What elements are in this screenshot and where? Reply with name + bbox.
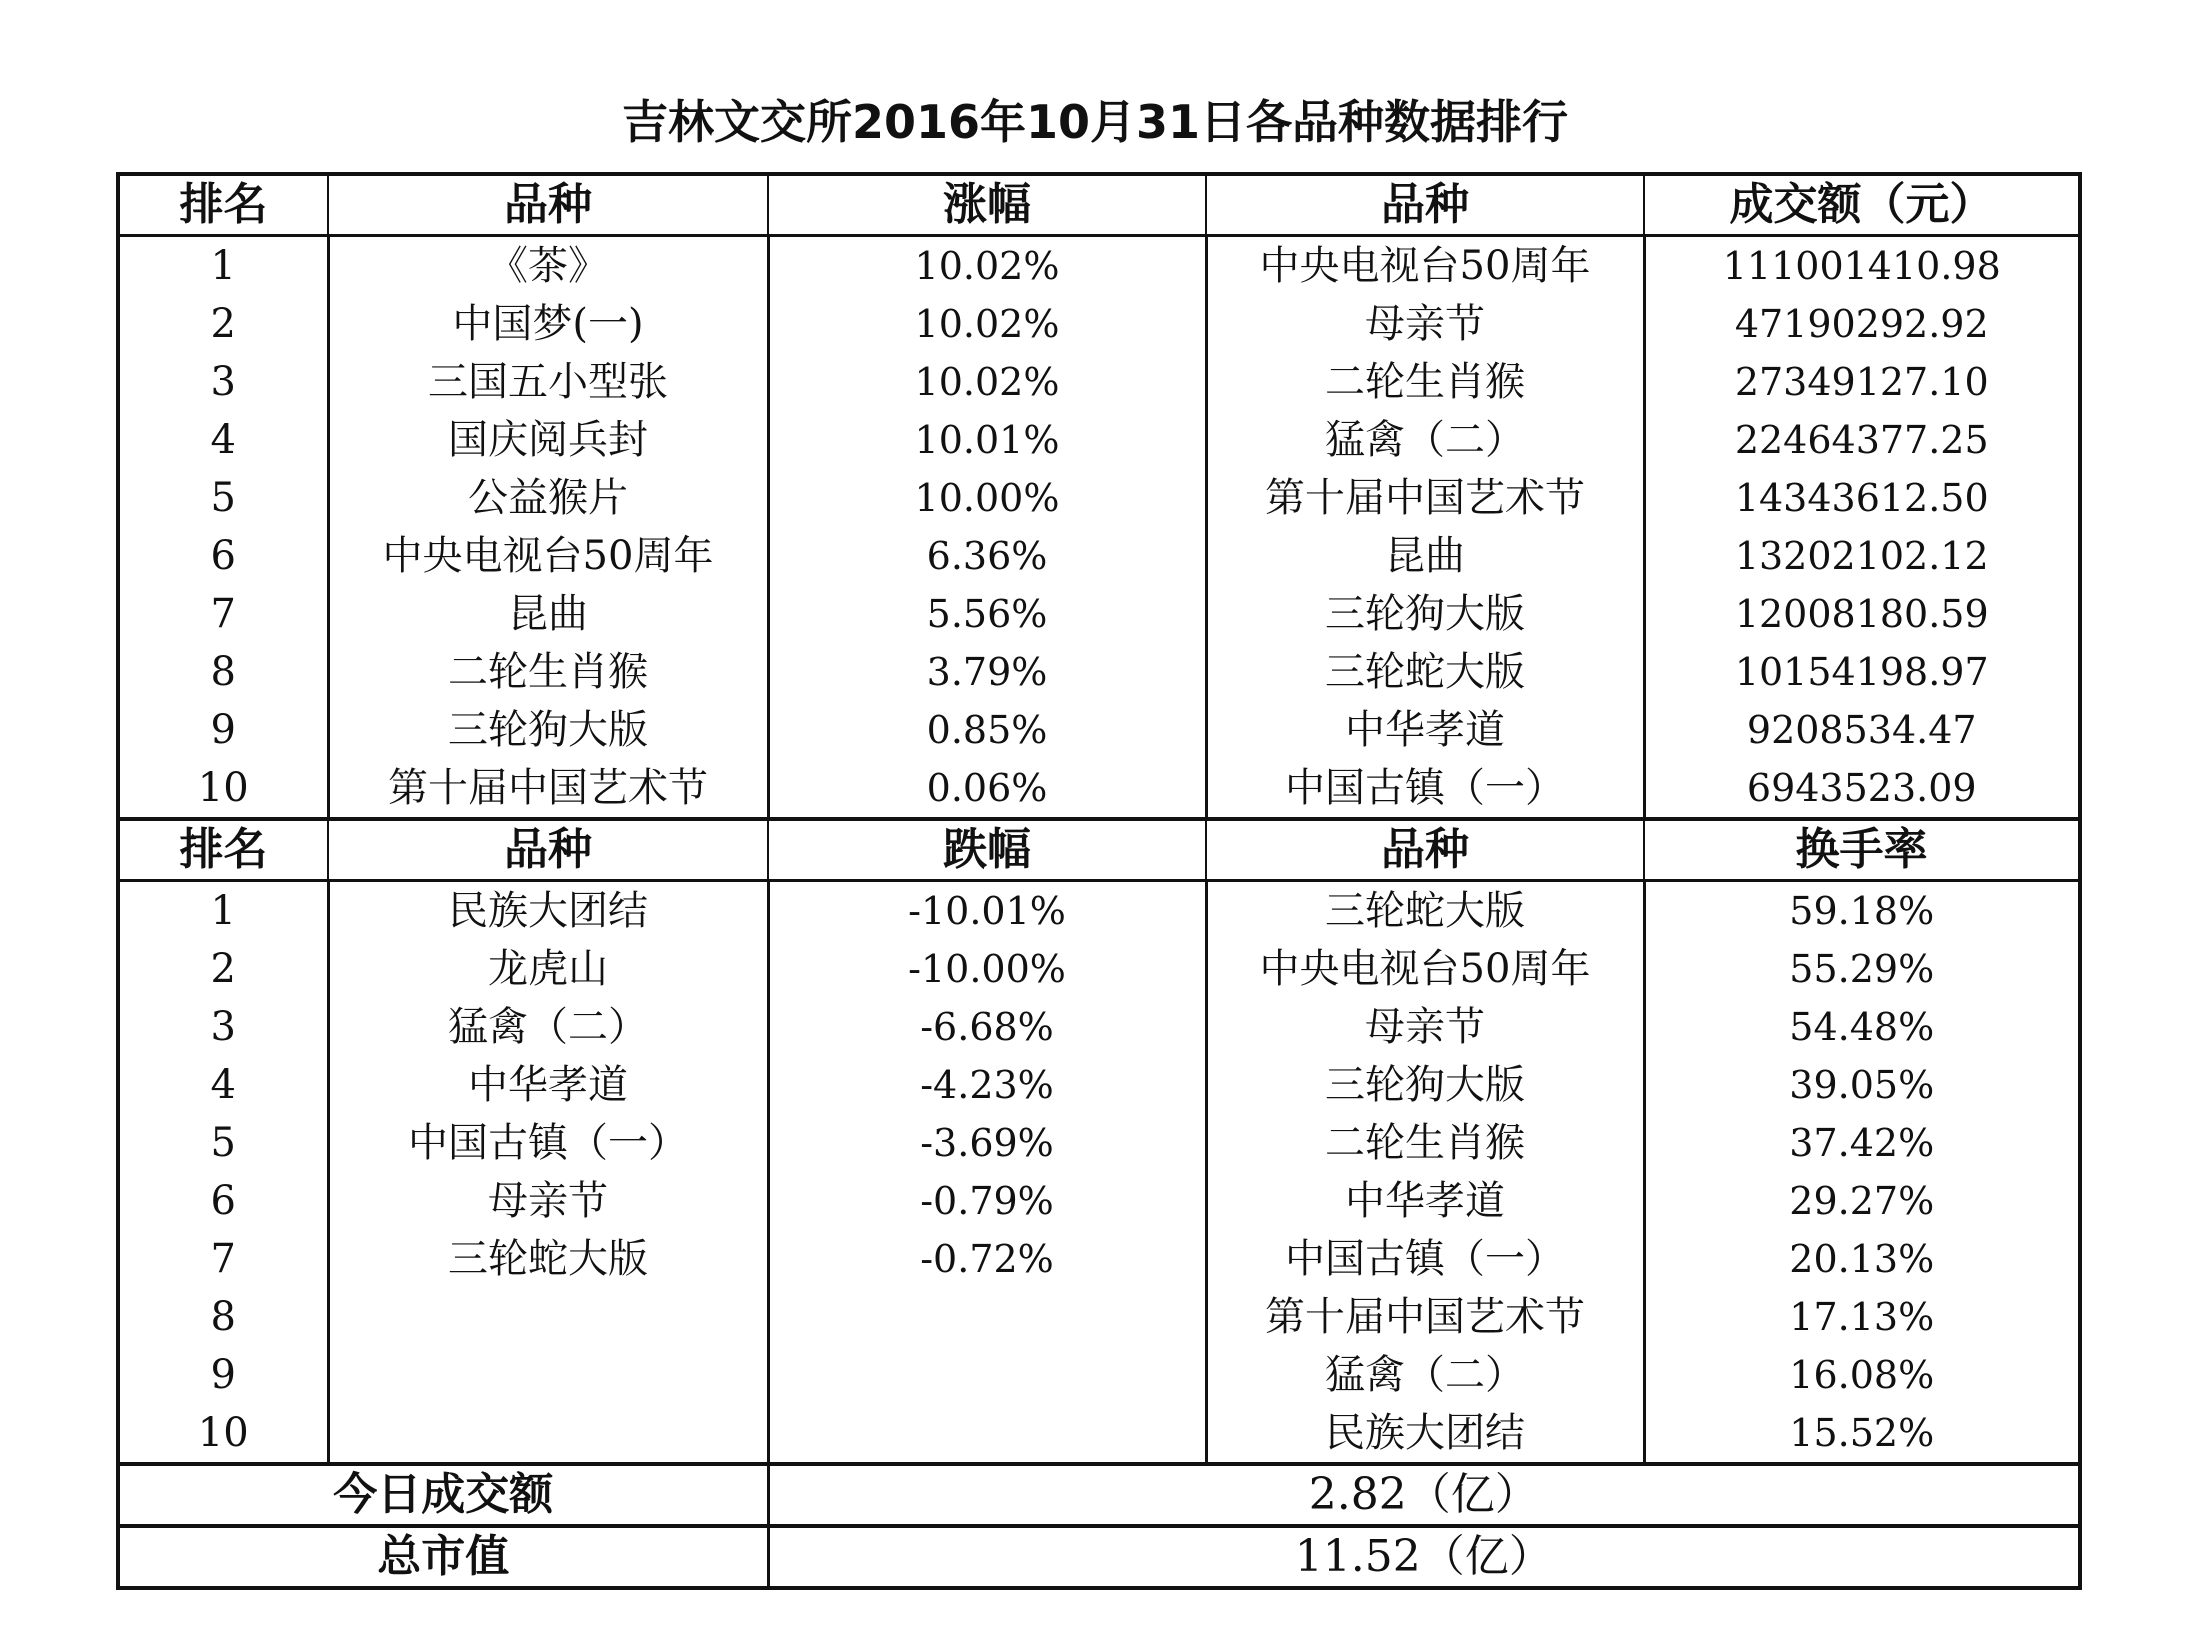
turnover-cell: 39.05% — [1789, 1063, 1935, 1107]
variety-cell: 二轮生肖猴 — [1206, 1114, 1644, 1172]
variety-cell: 第十届中国艺术节 — [1206, 1288, 1644, 1346]
variety-cell: 三轮蛇大版 — [1206, 643, 1644, 701]
table-row — [118, 411, 2080, 469]
rank-cell: 10 — [118, 1404, 328, 1464]
change-cell: 10.02% — [768, 236, 1206, 296]
variety-cell: 第十届中国艺术节 — [1206, 469, 1644, 527]
variety-cell: 中国古镇（一） — [1206, 759, 1644, 819]
variety-cell: 三轮狗大版 — [1206, 1056, 1644, 1114]
table-row — [118, 469, 2080, 527]
rank-cell: 9 — [118, 1346, 328, 1404]
variety-cell: 《茶》 — [328, 236, 768, 296]
table-row — [118, 585, 2080, 643]
variety-cell: 中央电视台50周年 — [1206, 940, 1644, 998]
rank-cell: 9 — [118, 701, 328, 759]
variety-cell: 中央电视台50周年 — [1206, 236, 1644, 296]
rank-cell: 2 — [118, 940, 328, 998]
change-cell: -0.79% — [768, 1172, 1206, 1230]
table-row — [118, 998, 2080, 1056]
table-row — [118, 1230, 2080, 1288]
variety-cell: 二轮生肖猴 — [1206, 353, 1644, 411]
rank-cell: 3 — [118, 998, 328, 1056]
today-amount-row — [118, 1464, 2080, 1526]
table-row — [118, 759, 2080, 819]
change-cell: -10.00% — [768, 940, 1206, 998]
change-cell: 0.06% — [768, 759, 1206, 819]
rank-cell: 8 — [118, 643, 328, 701]
header-variety: 品种 — [1206, 174, 1644, 236]
turnover-cell: 54.48% — [1789, 1005, 1935, 1049]
variety-cell: 第十届中国艺术节 — [328, 759, 768, 819]
variety-cell: 国庆阅兵封 — [328, 411, 768, 469]
variety-cell: 中华孝道 — [1206, 701, 1644, 759]
variety-cell: 民族大团结 — [1206, 1404, 1644, 1464]
variety-cell: 中华孝道 — [1206, 1172, 1644, 1230]
rank-cell: 6 — [118, 1172, 328, 1230]
change-cell: -4.23% — [768, 1056, 1206, 1114]
amount-cell: 22464377.25 — [1734, 418, 1989, 462]
change-cell: -10.01% — [768, 881, 1206, 941]
change-cell: -0.72% — [768, 1230, 1206, 1288]
amount-cell: 9208534.47 — [1746, 708, 1977, 752]
change-cell: -6.68% — [768, 998, 1206, 1056]
variety-cell: 昆曲 — [1206, 527, 1644, 585]
turnover-cell: 29.27% — [1789, 1179, 1935, 1223]
table-row — [118, 643, 2080, 701]
rank-cell: 5 — [118, 469, 328, 527]
rank-cell: 1 — [118, 236, 328, 296]
today-amount-value: 2.82（亿） — [768, 1464, 2080, 1526]
table-row — [118, 1114, 2080, 1172]
variety-cell: 中国古镇（一） — [1206, 1230, 1644, 1288]
amount-cell: 27349127.10 — [1734, 360, 1989, 404]
market-cap-label: 总市值 — [118, 1526, 768, 1588]
table-row — [118, 1346, 2080, 1404]
amount-cell: 6943523.09 — [1746, 766, 1977, 810]
header-variety: 品种 — [1206, 819, 1644, 881]
table-row — [118, 236, 2080, 296]
variety-cell: 母亲节 — [328, 1172, 768, 1230]
change-cell: 10.02% — [768, 353, 1206, 411]
variety-cell: 猛禽（二） — [328, 998, 768, 1056]
variety-cell — [328, 1404, 768, 1464]
variety-cell: 龙虎山 — [328, 940, 768, 998]
rank-cell: 6 — [118, 527, 328, 585]
header-variety: 品种 — [328, 819, 768, 881]
change-cell: -3.69% — [768, 1114, 1206, 1172]
rank-cell: 2 — [118, 295, 328, 353]
header-rank: 排名 — [118, 819, 328, 881]
table-row — [118, 295, 2080, 353]
today-amount-label: 今日成交额 — [118, 1464, 768, 1526]
variety-cell — [328, 1288, 768, 1346]
turnover-cell: 17.13% — [1789, 1295, 1935, 1339]
rank-cell: 1 — [118, 881, 328, 941]
change-cell: 5.56% — [768, 585, 1206, 643]
table-row — [118, 1404, 2080, 1464]
variety-cell: 三轮狗大版 — [1206, 585, 1644, 643]
variety-cell: 二轮生肖猴 — [328, 643, 768, 701]
bottom-header-row — [118, 819, 2080, 881]
market-cap-value: 11.52（亿） — [768, 1526, 2080, 1588]
variety-cell: 猛禽（二） — [1206, 1346, 1644, 1404]
turnover-cell: 55.29% — [1789, 947, 1935, 991]
table-row — [118, 1172, 2080, 1230]
table-row — [118, 881, 2080, 941]
amount-cell: 10154198.97 — [1734, 650, 1989, 694]
rank-cell: 7 — [118, 585, 328, 643]
amount-cell: 47190292.92 — [1734, 302, 1989, 346]
amount-cell: 111001410.98 — [1722, 244, 2001, 288]
rank-cell: 5 — [118, 1114, 328, 1172]
header-amount: 成交额（元） — [1644, 174, 2080, 236]
variety-cell: 中国古镇（一） — [328, 1114, 768, 1172]
variety-cell: 中央电视台50周年 — [328, 527, 768, 585]
change-cell: 3.79% — [768, 643, 1206, 701]
variety-cell: 三轮蛇大版 — [1206, 881, 1644, 941]
turnover-cell: 37.42% — [1789, 1121, 1935, 1165]
ranking-table — [116, 172, 2082, 1590]
variety-cell — [328, 1346, 768, 1404]
table-row — [118, 940, 2080, 998]
change-cell: 10.00% — [768, 469, 1206, 527]
bottom-section — [118, 819, 2080, 1464]
table-row — [118, 1288, 2080, 1346]
variety-cell: 三轮蛇大版 — [328, 1230, 768, 1288]
change-cell: 6.36% — [768, 527, 1206, 585]
header-change: 跌幅 — [768, 819, 1206, 881]
table-row — [118, 1056, 2080, 1114]
variety-cell: 公益猴片 — [328, 469, 768, 527]
amount-cell: 13202102.12 — [1734, 534, 1989, 578]
change-cell: 10.02% — [768, 295, 1206, 353]
change-cell — [768, 1288, 1206, 1346]
change-cell — [768, 1346, 1206, 1404]
change-cell: 0.85% — [768, 701, 1206, 759]
rank-cell: 7 — [118, 1230, 328, 1288]
variety-cell: 三轮狗大版 — [328, 701, 768, 759]
header-variety: 品种 — [328, 174, 768, 236]
amount-cell: 12008180.59 — [1734, 592, 1989, 636]
change-cell: 10.01% — [768, 411, 1206, 469]
turnover-cell: 20.13% — [1789, 1237, 1935, 1281]
table-row — [118, 353, 2080, 411]
amount-cell: 14343612.50 — [1734, 476, 1989, 520]
rank-cell: 4 — [118, 411, 328, 469]
table-row — [118, 527, 2080, 585]
top-section — [118, 174, 2080, 819]
change-cell — [768, 1404, 1206, 1464]
variety-cell: 昆曲 — [328, 585, 768, 643]
rank-cell: 10 — [118, 759, 328, 819]
page-title: 吉林文交所2016年10月31日各品种数据排行 — [621, 95, 1569, 149]
variety-cell: 三国五小型张 — [328, 353, 768, 411]
variety-cell: 母亲节 — [1206, 295, 1644, 353]
variety-cell: 民族大团结 — [328, 881, 768, 941]
market-cap-row — [118, 1526, 2080, 1588]
header-turnover: 换手率 — [1644, 819, 2080, 881]
turnover-cell: 16.08% — [1789, 1353, 1935, 1397]
header-change: 涨幅 — [768, 174, 1206, 236]
turnover-cell: 15.52% — [1789, 1411, 1935, 1455]
rank-cell: 4 — [118, 1056, 328, 1114]
rank-cell: 3 — [118, 353, 328, 411]
rank-cell: 8 — [118, 1288, 328, 1346]
variety-cell: 猛禽（二） — [1206, 411, 1644, 469]
variety-cell: 中华孝道 — [328, 1056, 768, 1114]
turnover-cell: 59.18% — [1789, 889, 1935, 933]
footer-section — [118, 1464, 2080, 1588]
variety-cell: 母亲节 — [1206, 998, 1644, 1056]
top-header-row — [118, 174, 2080, 236]
header-rank: 排名 — [118, 174, 328, 236]
variety-cell: 中国梦(一) — [328, 295, 768, 353]
table-row — [118, 701, 2080, 759]
